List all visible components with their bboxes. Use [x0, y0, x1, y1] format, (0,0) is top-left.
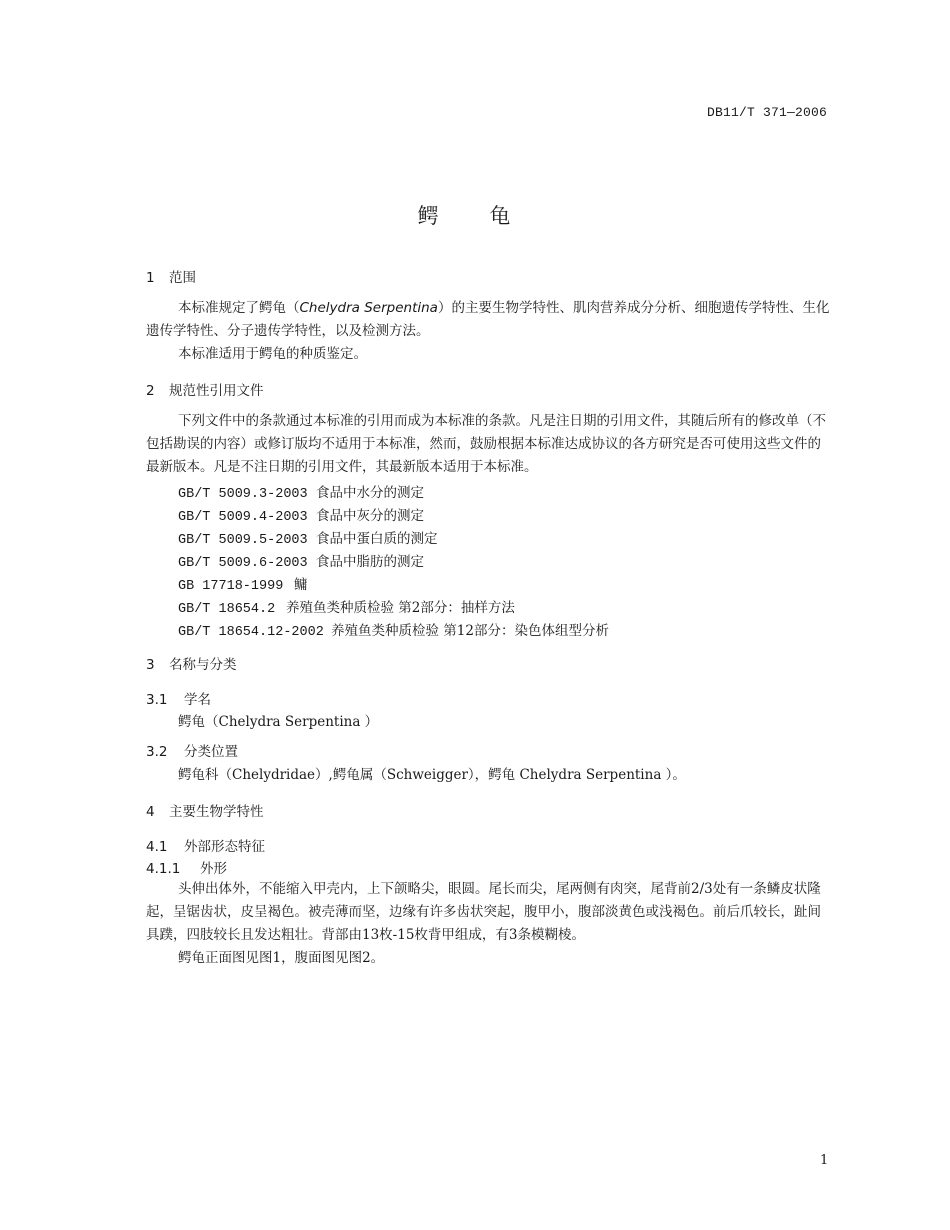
reference-item	[178, 527, 438, 548]
reference-item	[178, 573, 308, 594]
section-title: 主要生物学特性	[169, 804, 264, 820]
reference-title: 食品中脂肪的测定	[316, 554, 424, 570]
reference-title: 食品中蛋白质的测定	[316, 531, 438, 547]
reference-code: GB/T 18654.2	[178, 602, 276, 617]
reference-title: 养殖鱼类种质检验 第12部分：染色体组型分析	[331, 623, 609, 639]
reference-code: GB/T 5009.3-2003	[178, 487, 308, 502]
section-number: 4	[146, 804, 155, 820]
reference-item	[178, 596, 515, 617]
page-number: 1	[820, 1153, 829, 1168]
reference-item	[178, 481, 424, 502]
reference-code: GB 17718-1999	[178, 579, 284, 594]
section-2-heading	[146, 379, 264, 399]
subsection-3-2-heading	[146, 740, 238, 760]
reference-item	[178, 550, 424, 571]
reference-title: 食品中水分的测定	[316, 485, 424, 501]
section-title: 范围	[169, 270, 196, 286]
subsection-4-1-1-heading	[146, 857, 227, 877]
section-number: 4.1	[146, 839, 168, 855]
reference-code: GB/T 5009.6-2003	[178, 556, 308, 571]
section-number: 4.1.1	[146, 861, 181, 877]
reference-code: GB/T 5009.5-2003	[178, 533, 308, 548]
section-1-paragraph-1	[146, 297, 830, 343]
section-1-heading	[146, 266, 196, 286]
section-number: 3	[146, 657, 155, 673]
paragraph-text: 本标准规定了鳄龟（	[178, 300, 300, 316]
subsection-3-1-heading	[146, 688, 211, 708]
reference-code: GB/T 18654.12-2002	[178, 625, 324, 640]
subsection-4-1-heading	[146, 835, 265, 855]
section-number: 2	[146, 383, 155, 399]
reference-title: 食品中灰分的测定	[316, 508, 424, 524]
reference-code: GB/T 5009.4-2003	[178, 510, 308, 525]
section-title: 分类位置	[184, 744, 238, 760]
classification-text: 鳄龟科（Chelydridae）,鳄龟属（Schweigger），鳄龟 Chelydra Serpentina ）。	[178, 767, 686, 783]
section-4-heading	[146, 800, 264, 820]
page-title: 鳄 龟	[417, 204, 533, 228]
latin-name: Chelydra Serpentina	[299, 300, 438, 316]
reference-title: 鳙	[294, 577, 308, 593]
reference-item	[178, 619, 609, 640]
section-4-1-1-paragraph-2: 鳄龟正面图见图1，腹面图见图2。	[178, 950, 385, 966]
section-number: 1	[146, 270, 155, 286]
section-1-paragraph-2: 本标准适用于鳄龟的种质鉴定。	[178, 346, 367, 362]
reference-title: 养殖鱼类种质检验 第2部分：抽样方法	[286, 600, 515, 616]
section-4-1-1-paragraph-1: 头伸出体外，不能缩入甲壳内，上下颌略尖，眼圆。尾长而尖，尾两侧有肉突，尾背前2/3处有一条鳞皮状隆起，呈锯齿状，皮呈褐色。被壳薄而坚，边缘有许多齿状突起，腹甲小，腹部淡黄色或浅褐色。前后爪较长，趾间具蹼，四肢较长且发达粗壮。背部由13枚-15枚背甲组成，有3条模糊棱。	[146, 881, 821, 943]
section-title: 外部形态特征	[184, 839, 265, 855]
section-title: 学名	[184, 692, 211, 708]
section-2-paragraph-1: 下列文件中的条款通过本标准的引用而成为本标准的条款。凡是注日期的引用文件，其随后所有的修改单（不包括勘误的内容）或修订版均不适用于本标准，然而，鼓励根据本标准达成协议的各方研究是否可使用这些文件的最新版本。凡是不注日期的引用文件，其最新版本适用于本标准。	[146, 413, 826, 475]
scientific-name-text: 鳄龟（Chelydra Serpentina ）	[178, 714, 379, 730]
section-number: 3.1	[146, 692, 168, 708]
reference-item	[178, 504, 424, 525]
document-code: DB11/T 371—2006	[706, 105, 827, 120]
paragraph-text: ）的主要生物学特性、肌肉营养成分分析、细胞遗传学特性、生化遗传学特性、分子遗传学特性，以及检测方法。	[146, 300, 830, 339]
section-title: 外形	[200, 861, 227, 877]
section-title: 规范性引用文件	[169, 383, 264, 399]
section-number: 3.2	[146, 744, 168, 760]
section-3-heading	[146, 653, 237, 673]
section-title: 名称与分类	[169, 657, 237, 673]
